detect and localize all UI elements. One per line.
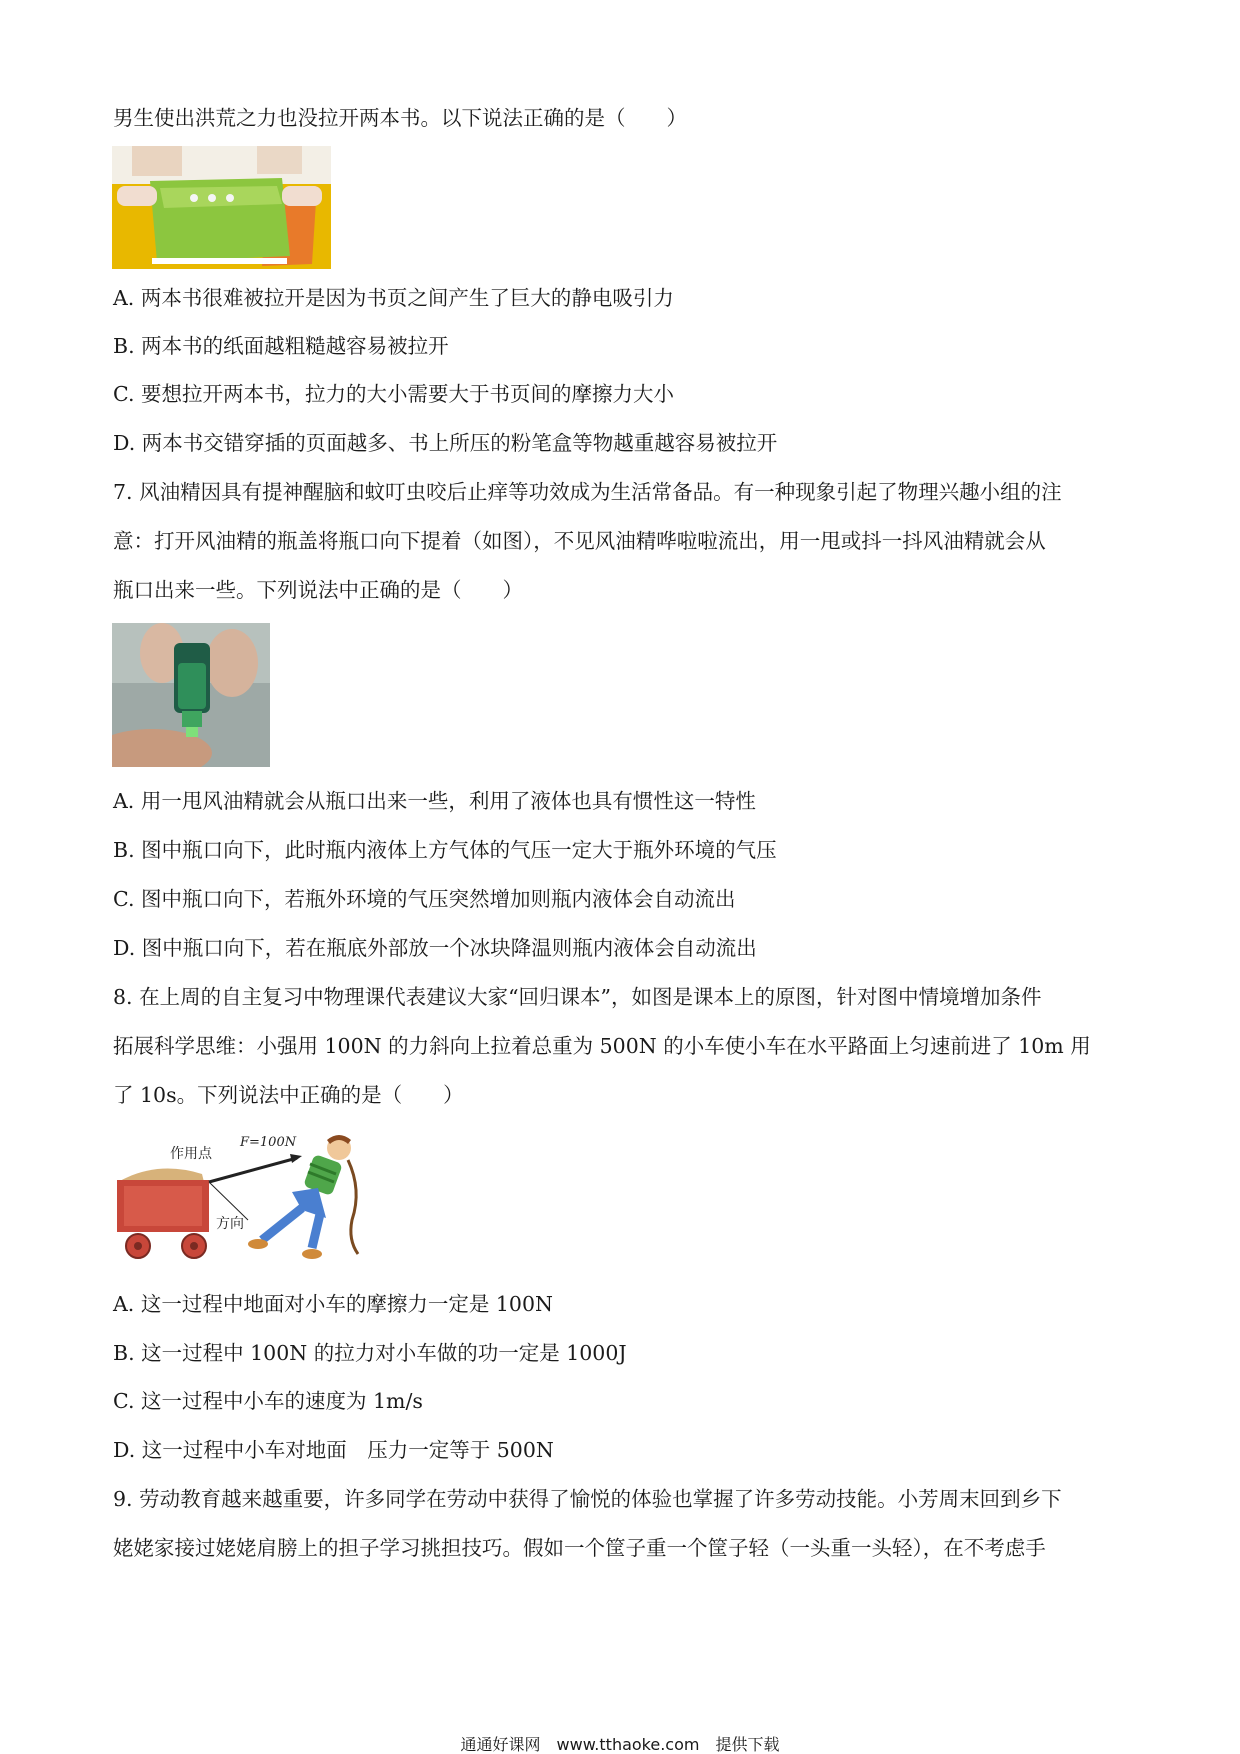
q8-stem-line-2: 拓展科学思维：小强用 100N 的力斜向上拉着总重为 500N 的小车使小车在水平路面上匀速前进了 10m 用 [113, 1034, 1091, 1058]
q7-option-a: A. 用一甩风油精就会从瓶口出来一些，利用了液体也具有惯性这一特性 [113, 789, 756, 813]
q8-option-b: B. 这一过程中 100N 的拉力对小车做的功一定是 1000J [113, 1341, 627, 1365]
q6-option-a: A. 两本书很难被拉开是因为书页之间产生了巨大的静电吸引力 [113, 286, 674, 310]
q9-stem-line-2: 姥姥家接过姥姥肩膀上的担子学习挑担技巧。假如一个筐子重一个筐子轻（一头重一头轻），在不考虑手 [113, 1536, 1046, 1560]
q6-stem-line: 男生使出洪荒之力也没拉开两本书。以下说法正确的是（ ） [113, 106, 687, 130]
books-photo [112, 146, 331, 269]
q7-stem-line-1: 7. 风油精因具有提神醒脑和蚊叮虫咬后止痒等功效成为生活常备品。有一种现象引起了物理兴趣小组的注 [113, 480, 1062, 504]
q7-option-c: C. 图中瓶口向下，若瓶外环境的气压突然增加则瓶内液体会自动流出 [113, 887, 736, 911]
q7-stem-line-3: 瓶口出来一些。下列说法中正确的是（ ） [113, 578, 523, 602]
oil-bottle-photo [112, 623, 270, 767]
q6-option-c: C. 要想拉开两本书，拉力的大小需要大于书页间的摩擦力大小 [113, 382, 674, 406]
q8-option-a: A. 这一过程中地面对小车的摩擦力一定是 100N [113, 1292, 553, 1316]
q7-option-b: B. 图中瓶口向下，此时瓶内液体上方气体的气压一定大于瓶外环境的气压 [113, 838, 777, 862]
cart-pull-diagram [112, 1130, 372, 1265]
q9-stem-line-1: 9. 劳动教育越来越重要，许多同学在劳动中获得了愉悦的体验也掌握了许多劳动技能。小芳周末回到乡下 [113, 1487, 1062, 1511]
q8-option-c: C. 这一过程中小车的速度为 1m/s [113, 1389, 423, 1413]
q8-option-d: D. 这一过程中小车对地面 压力一定等于 500N [113, 1438, 554, 1462]
q8-stem-line-3: 了 10s。下列说法中正确的是（ ） [113, 1083, 464, 1107]
q6-option-d: D. 两本书交错穿插的页面越多、书上所压的粉笔盒等物越重越容易被拉开 [113, 431, 778, 455]
page-footer: 通通好课网 www.tthaoke.com 提供下载 [460, 1735, 780, 1754]
label-force: F=100N [240, 1135, 297, 1150]
q7-option-d: D. 图中瓶口向下，若在瓶底外部放一个冰块降温则瓶内液体会自动流出 [113, 936, 757, 960]
label-point: 作用点 [170, 1146, 212, 1162]
q6-option-b: B. 两本书的纸面越粗糙越容易被拉开 [113, 334, 449, 358]
label-direction: 方向 [216, 1216, 244, 1232]
q7-stem-line-2: 意：打开风油精的瓶盖将瓶口向下提着（如图），不见风油精哗啦啦流出，用一甩或抖一抖风油精就会从 [113, 529, 1046, 553]
q8-stem-line-1: 8. 在上周的自主复习中物理课代表建议大家“回归课本”，如图是课本上的原图，针对图中情境增加条件 [113, 985, 1042, 1009]
